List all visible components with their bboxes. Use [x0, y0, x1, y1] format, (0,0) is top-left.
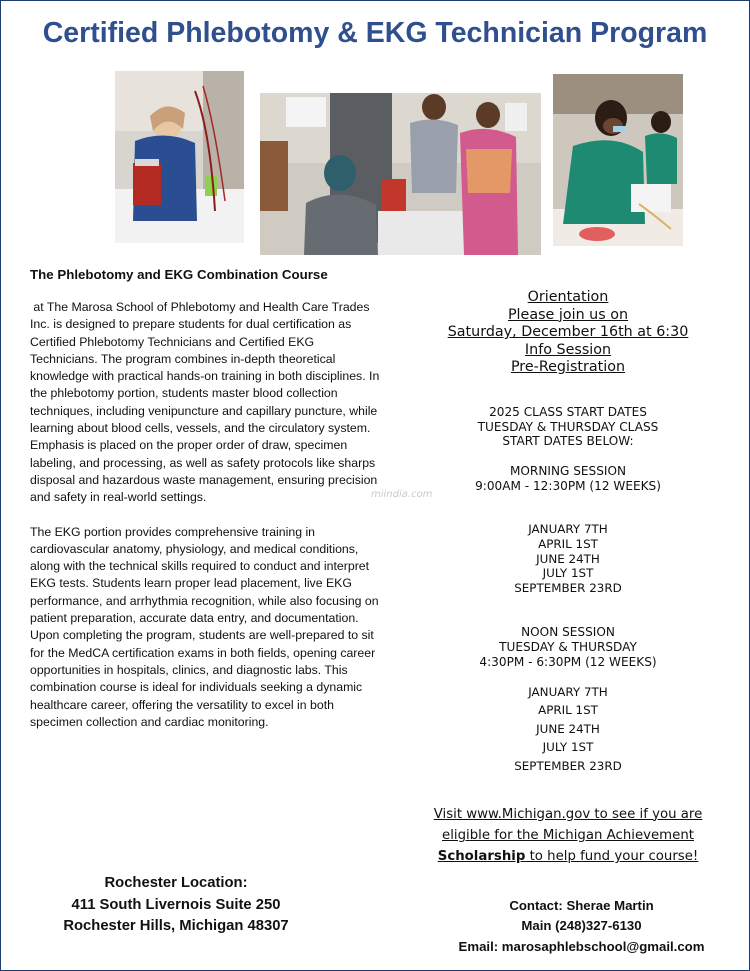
date-item: JUNE 24TH — [536, 551, 600, 566]
morning-dates — [399, 522, 737, 595]
date-item: APRIL 1ST — [538, 537, 598, 552]
noon-session-time: 4:30PM - 6:30PM (12 WEEKS) — [479, 654, 657, 669]
start-dates-line: 2025 CLASS START DATES — [489, 404, 647, 419]
location-street: 411 South Livernois Suite 250 — [71, 896, 281, 913]
course-paragraph-ekg: The EKG portion provides comprehensive training in cardiovascular anatomy, physiology, and medical conditions, along with the technical skills required to conduct and interpret EKG tests. Students learn proper lead placement, live EKG performance, and arrhythmia recognition, while also focusing on patient preparation, accurate data entry, and documentation. Upon completing the program, students are well-prepared to sit for the MedCA certification exams in both fields, opening career opportunities in hospitals, clinics, and diagnostic labs. This combination course is ideal for individuals seeking a dynamic healthcare career, offering the versatility to excel in both specimen collection and cardiac monitoring. — [30, 524, 379, 729]
contact-phone: Main (248)327-6130 — [521, 918, 642, 934]
morning-session-title: MORNING SESSION — [509, 464, 627, 479]
location-city: Rochester Hills, Michigan 48307 — [63, 918, 289, 934]
scholarship-notice — [399, 804, 737, 868]
orientation-info-session: Info Session — [524, 341, 612, 358]
noon-session — [399, 625, 737, 669]
start-dates-line: START DATES BELOW: — [502, 434, 634, 449]
contact-block — [438, 896, 725, 957]
orientation-date: Saturday, December 16th at 6:30 — [447, 324, 689, 341]
photo-lab-class — [260, 93, 541, 255]
orientation-preregistration: Pre-Registration — [510, 359, 626, 376]
orientation-block — [399, 289, 737, 377]
orientation-invite: Please join us on — [507, 306, 629, 323]
noon-session-title: NOON SESSION — [521, 625, 615, 640]
morning-session — [399, 464, 737, 493]
morning-session-time: 9:00AM - 12:30PM (12 WEEKS) — [475, 478, 661, 493]
date-item: JUNE 24TH — [536, 721, 600, 736]
watermark: miindia.com — [371, 489, 433, 500]
date-item: JULY 1ST — [542, 566, 594, 581]
location-label: Rochester Location: — [104, 875, 248, 891]
date-item: APRIL 1ST — [538, 703, 598, 718]
scholarship-line-3 — [399, 846, 737, 867]
date-item: JANUARY 7TH — [528, 522, 608, 537]
location-block — [31, 873, 321, 938]
date-item: JULY 1ST — [542, 740, 594, 755]
scholarship-line-1: Visit www.Michigan.gov to see if you are — [433, 806, 703, 822]
contact-name: Contact: Sherae Martin — [509, 898, 654, 913]
date-item: SEPTEMBER 23RD — [514, 758, 622, 773]
course-description — [30, 267, 383, 731]
schedule-panel — [399, 289, 737, 867]
noon-session-days: TUESDAY & THURSDAY — [499, 640, 637, 655]
scholarship-bold-word: Scholarship — [437, 849, 526, 865]
contact-email: Email: marosaphlebschool@gmail.com — [458, 938, 705, 954]
orientation-title: Orientation — [527, 289, 609, 305]
noon-dates — [399, 683, 737, 776]
start-dates-line: TUESDAY & THURSDAY CLASS — [477, 419, 659, 434]
scholarship-line-2: eligible for the Michigan Achievement — [442, 827, 694, 843]
date-item: JANUARY 7TH — [528, 684, 608, 699]
photo-student-blood-draw — [115, 71, 244, 243]
date-item: SEPTEMBER 23RD — [514, 580, 622, 595]
photo-student-green-scrubs — [553, 74, 683, 246]
course-heading: The Phlebotomy and EKG Combination Course — [30, 267, 328, 282]
scholarship-line-3-rest: to help fund your course! — [525, 849, 699, 865]
start-dates-header — [399, 405, 737, 449]
course-paragraph-phlebotomy: at The Marosa School of Phlebotomy and Health Care Trades Inc. is designed to prepare students for dual certification as Certified Phlebotomy Technicians and Certified EKG Technicians. The program combines in-depth theoretical knowledge with practical hands-on training in both disciplines. In the phlebotomy portion, students master blood collection techniques, including venipuncture and capillary puncture, while learning about blood cells, vessels, and the circulatory system. Emphasis is placed on the proper order of draw, specimen labeling, and processing, as well as safety protocols like sharps disposal and hazardous waste management, ensuring precision and safety in real-world settings. — [30, 300, 383, 505]
page-title: Certified Phlebotomy & EKG Technician Program — [42, 17, 708, 49]
